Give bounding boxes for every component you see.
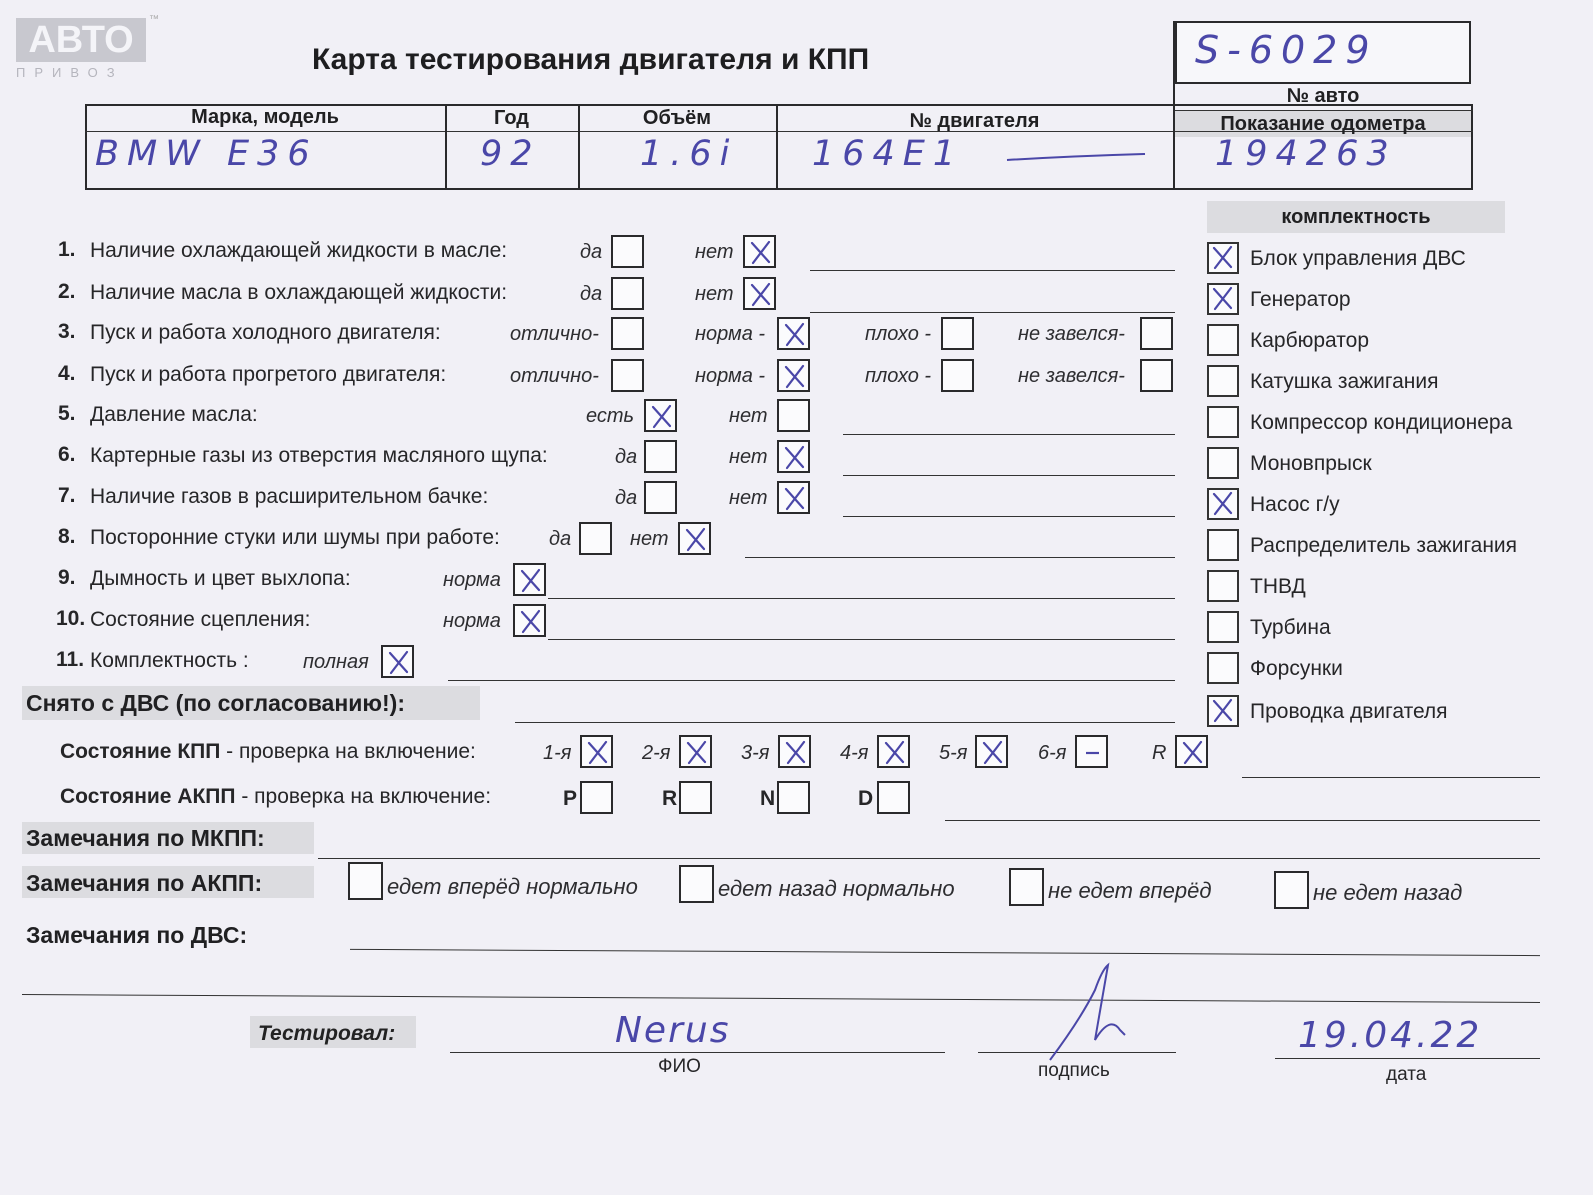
logo-sub: ПРИВОЗ [16,65,124,80]
check-item-label: Картерные газы из отверстия масляного щупа: [90,444,548,467]
kpp-label-rest: - проверка на включение: [220,740,476,763]
check-remark-line [448,680,1175,681]
check-option-label: не завелся- [1018,365,1125,387]
check-option-label: нет [729,446,768,468]
logo-main: АВТО [16,18,146,62]
check-option-box[interactable] [513,563,546,596]
kit-item-label: Распределитель зажигания [1250,534,1518,557]
gear-label: 2-я [642,742,671,764]
gear-checkbox[interactable] [679,735,712,768]
kit-checkbox[interactable] [1207,406,1239,438]
kit-checkbox[interactable] [1207,488,1239,520]
engine-no-value: 164E1 [812,134,964,174]
gear-label: 1-я [543,742,572,764]
check-option-box[interactable] [381,645,414,678]
check-option-label: да [580,283,603,305]
check-option-box[interactable] [1140,317,1173,350]
page-title: Карта тестирования двигателя и КПП [312,43,870,76]
check-option-box[interactable] [611,235,644,268]
gear-checkbox[interactable] [778,735,811,768]
check-remark-line [548,639,1175,640]
check-option-box[interactable] [777,399,810,432]
akpp-mode-checkbox[interactable] [877,781,910,814]
check-option-label: плохо - [865,365,932,387]
check-item-number: 1. [58,238,76,261]
akpp-mode-label: P [563,787,578,810]
check-item-number: 5. [58,402,76,425]
akpp-remark-label: не едет вперёд [1048,878,1212,903]
tester-name: Nerus [615,1010,731,1051]
akpp-label-bold: Состояние АКПП [60,785,236,808]
check-option-label: полная [303,651,369,673]
check-item-label: Пуск и работа прогретого двигателя: [90,363,447,386]
signature-caption: подпись [1038,1060,1110,1081]
check-option-label: да [580,241,603,263]
check-item-number: 8. [58,525,76,548]
check-item-label: Давление масла: [90,403,258,426]
check-option-label: нет [630,528,669,550]
akpp-label-rest: - проверка на включение: [235,785,492,808]
check-item-number: 4. [58,362,76,385]
year-value: 92 [480,134,541,174]
kit-item-label: ТНВД [1250,575,1306,598]
col-year: Год [494,107,529,129]
gear-checkbox[interactable] [1175,735,1208,768]
engine-no-dash [1005,148,1150,168]
check-option-label: отлично- [510,365,599,387]
check-item-number: 2. [58,280,76,303]
date-caption: дата [1386,1064,1427,1085]
check-item-label: Пуск и работа холодного двигателя: [90,321,441,344]
gear-checkbox[interactable] [580,735,613,768]
col-make: Марка, модель [191,106,339,128]
akpp-mode-checkbox[interactable] [580,781,613,814]
check-item-label: Наличие охлаждающей жидкости в масле: [90,239,508,262]
check-item-label: Состояние сцепления: [90,608,311,631]
check-remark-line [745,557,1175,558]
gear-label: 5-я [939,742,968,764]
col-engine-no: № двигателя [909,110,1040,132]
check-option-label: нет [729,487,768,509]
akpp-remark-checkbox[interactable] [1274,871,1309,909]
check-option-box[interactable] [941,359,974,392]
gear-label: 3-я [741,742,770,764]
check-option-label: норма - [695,323,766,345]
check-item-label: Дымность и цвет выхлопа: [90,567,351,590]
kit-checkbox[interactable] [1207,283,1239,315]
check-option-label: отлично- [510,323,599,345]
akpp-mode-checkbox[interactable] [777,781,810,814]
kit-item-label: Турбина [1250,616,1331,639]
check-option-label: есть [586,405,635,427]
akpp-remark-label: едет назад нормально [718,876,955,901]
check-option-label: норма - [695,365,766,387]
check-remark-line [843,516,1175,517]
akpp-remark-checkbox[interactable] [679,865,714,903]
kit-checkbox[interactable] [1207,611,1239,643]
akpp-remark-checkbox[interactable] [1009,868,1044,906]
volume-value: 1.6i [640,134,738,174]
kit-item-label: Проводка двигателя [1250,700,1448,723]
kit-item-label: Насос г/у [1250,493,1340,516]
check-option-box[interactable] [513,604,546,637]
check-option-box[interactable] [678,522,711,555]
fio-caption: ФИО [658,1056,701,1077]
check-option-label: да [615,487,638,509]
check-option-box[interactable] [777,440,810,473]
make-value: BMW E36 [95,134,318,174]
check-item-label: Наличие масла в охлаждающей жидкости: [90,281,508,304]
akpp-label [60,785,491,809]
check-item-number: 3. [58,320,76,343]
col-odometer: Показание одометра [1220,113,1426,135]
check-option-label: плохо - [865,323,932,345]
check-item-number: 6. [58,443,76,466]
check-item-number: 9. [58,566,76,589]
check-option-box[interactable] [611,277,644,310]
check-option-label: нет [729,405,768,427]
check-option-box[interactable] [743,277,776,310]
kit-checkbox[interactable] [1207,570,1239,602]
kit-item-label: Моновпрыск [1250,452,1372,475]
check-option-box[interactable] [1140,359,1173,392]
kit-checkbox[interactable] [1207,324,1239,356]
check-remark-line [843,475,1175,476]
check-option-box[interactable] [644,440,677,473]
akpp-remark-label: не едет назад [1313,880,1463,905]
gear-checkbox[interactable] [877,735,910,768]
check-item-number: 10. [56,607,86,630]
remarks-dvs: Замечания по ДВС: [26,922,248,948]
akpp-mode-checkbox[interactable] [679,781,712,814]
akpp-remark-checkbox[interactable] [348,862,383,900]
check-option-box[interactable] [777,481,810,514]
check-item-label: Комплектность : [90,649,249,672]
kit-item-label: Катушка зажигания [1250,370,1439,393]
odometer-value: 194263 [1215,134,1397,174]
check-option-box[interactable] [611,359,644,392]
check-option-box[interactable] [777,359,810,392]
akpp-mode-label: N [760,787,776,810]
check-option-box[interactable] [644,399,677,432]
check-option-box[interactable] [777,317,810,350]
gear-label: 6-я [1038,742,1067,764]
kit-item-label: Компрессор кондиционера [1250,411,1513,434]
check-remark-line [810,270,1175,271]
check-item-label: Посторонние стуки или шумы при работе: [90,526,500,549]
gear-checkbox[interactable] [975,735,1008,768]
kit-item-label: Форсунки [1250,657,1343,680]
akpp-remark-label: едет вперёд нормально [387,874,638,899]
check-option-label: норма [443,569,501,591]
logo [16,14,159,80]
check-option-label: норма [443,610,501,632]
kpp-label [60,740,476,764]
kit-checkbox[interactable] [1207,695,1239,727]
check-option-box[interactable] [611,317,644,350]
kpp-label-bold: Состояние КПП [60,740,221,763]
check-remark-line [548,598,1175,599]
logo-tm: ™ [149,14,159,25]
check-remark-line [843,434,1175,435]
check-option-label: не завелся- [1018,323,1125,345]
check-item-number: 11. [56,648,85,671]
gear-checkbox[interactable] [1075,735,1108,768]
kit-item-label: Генератор [1250,288,1351,311]
kit-title: комплектность [1281,206,1431,228]
kit-checkbox[interactable] [1207,365,1239,397]
kit-checkbox[interactable] [1207,652,1239,684]
kit-checkbox[interactable] [1207,242,1239,274]
remarks-mkpp: Замечания по МКПП: [26,825,265,851]
signature [1040,960,1130,1070]
check-option-box[interactable] [579,522,612,555]
check-option-label: да [615,446,638,468]
gear-label: 4-я [840,742,869,764]
check-option-label: нет [695,283,734,305]
tested-by-label: Тестировал: [258,1022,396,1045]
kit-checkbox[interactable] [1207,529,1239,561]
check-option-label: нет [695,241,734,263]
check-option-box[interactable] [743,235,776,268]
date-value: 19.04.22 [1298,1015,1483,1056]
gear-label: R [1152,742,1167,764]
car-number-label: № авто [1286,85,1360,107]
remarks-akpp: Замечания по АКПП: [26,870,263,896]
akpp-mode-label: R [662,787,678,810]
akpp-mode-label: D [858,787,874,810]
check-option-box[interactable] [941,317,974,350]
check-item-number: 7. [58,484,76,507]
car-number-value: S-6029 [1195,28,1378,72]
kit-item-label: Блок управления ДВС [1250,247,1466,270]
col-volume: Объём [642,107,712,129]
kit-checkbox[interactable] [1207,447,1239,479]
kit-item-label: Карбюратор [1250,329,1370,352]
check-option-box[interactable] [644,481,677,514]
removed-label: Снято с ДВС (по согласованию!): [26,690,405,716]
check-option-label: да [549,528,572,550]
check-remark-line [810,312,1175,313]
check-item-label: Наличие газов в расширительном бачке: [90,485,489,508]
